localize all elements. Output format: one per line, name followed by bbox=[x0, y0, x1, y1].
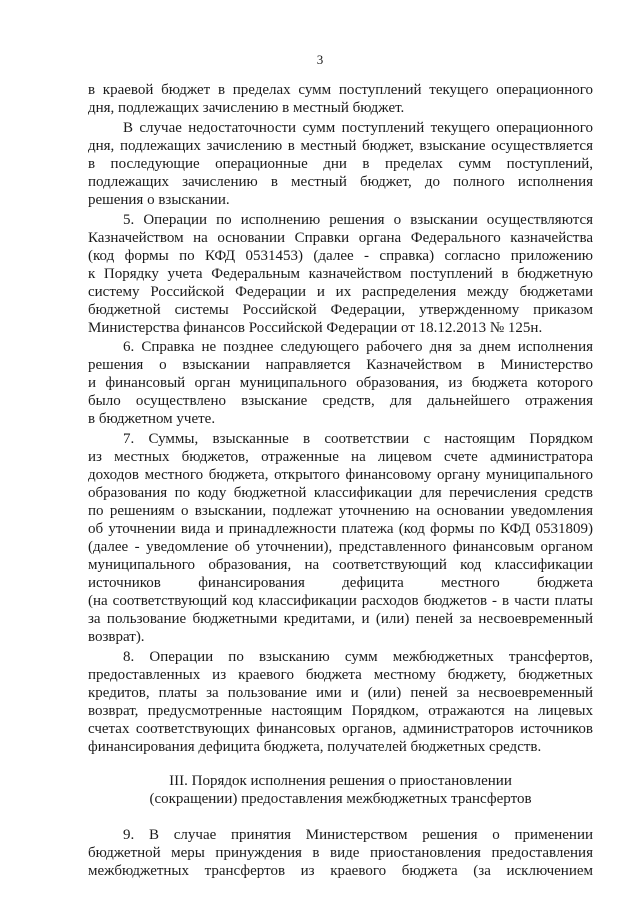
text-line: об уточнении вида и принадлежности платежа (код формы по КФД 0531809) bbox=[88, 521, 593, 537]
text-line: возврат, предусмотренные настоящим Порядком, отражаются на лицевых bbox=[88, 703, 593, 719]
section-heading: III. Порядок исполнения решения о приостановлении bbox=[169, 773, 512, 789]
text-line: источников финансирования дефицита местного бюджета bbox=[88, 575, 593, 591]
text-line: образования по коду бюджетной классификации для перечисления средств bbox=[88, 485, 593, 501]
text-line: Министерства финансов Российской Федерации от 18.12.2013 № 125н. bbox=[88, 320, 543, 336]
text-line: к Порядку учета Федеральным казначейством поступлений в бюджетную bbox=[88, 266, 593, 282]
text-line: счетах соответствующих финансовых органов, администраторов источников bbox=[88, 721, 593, 737]
text-line: доходов местного бюджета, открытого финансовому органу муниципального bbox=[88, 467, 593, 483]
section-heading: (сокращении) предоставления межбюджетных трансфертов bbox=[149, 791, 532, 807]
text-line: (далее - уведомление об уточнении), представленного финансовым органом bbox=[88, 539, 593, 555]
text-line: по решениям о взыскании, подлежат уточнению на основании уведомления bbox=[88, 503, 593, 519]
text-line: и финансовый орган муниципального образования, из бюджета которого bbox=[88, 375, 593, 391]
text-line: было осуществлено взыскание средств, для дальнейшего отражения bbox=[88, 393, 593, 409]
text-line: 6. Справка не позднее следующего рабочего дня за днем исполнения bbox=[123, 339, 593, 355]
text-line: в краевой бюджет в пределах сумм поступлений текущего операционного bbox=[88, 82, 593, 98]
text-line: 9. В случае принятия Министерством решения о применении bbox=[123, 827, 593, 843]
page-number: 3 bbox=[316, 52, 324, 67]
text-line: 5. Операции по исполнению решения о взыскании осуществляются bbox=[123, 212, 593, 228]
text-line: 8. Операции по взысканию сумм межбюджетных трансфертов, bbox=[123, 649, 593, 665]
text-line: финансирования дефицита бюджета, получателей бюджетных средств. bbox=[88, 739, 542, 755]
text-line: предоставленных из краевого бюджета местному бюджету, бюджетных bbox=[88, 667, 593, 683]
text-line: решения о взыскании направляется Казначейством в Министерство bbox=[88, 357, 593, 373]
text-line: решения о взыскании. bbox=[88, 192, 230, 208]
text-line: межбюджетных трансфертов из краевого бюджета (за исключением bbox=[88, 863, 593, 879]
text-line: кредитов, платы за пользование ими и (или) пеней за несвоевременный bbox=[88, 685, 593, 701]
text-line: в бюджетном учете. bbox=[88, 411, 216, 427]
text-line: 7. Суммы, взысканные в соответствии с настоящим Порядком bbox=[123, 431, 593, 447]
text-line: за пользование бюджетными кредитами, и (или) пеней за несвоевременный bbox=[88, 611, 593, 627]
text-line: Казначейством на основании Справки органа Федерального казначейства bbox=[88, 230, 593, 246]
text-line: возврат). bbox=[88, 629, 145, 645]
text-line: (на соответствующий код классификации расходов бюджетов - в части платы bbox=[88, 593, 593, 609]
text-line: бюджетной меры принуждения в виде приостановления предоставления bbox=[88, 845, 593, 861]
text-line: в последующие операционные дни в пределах сумм поступлений, bbox=[88, 156, 593, 172]
text-line: муниципального образования, на соответствующий код классификации bbox=[88, 557, 593, 573]
text-line: бюджетной системы Российской Федерации, утвержденному приказом bbox=[88, 302, 593, 318]
text-line: дня, подлежащих зачислению в местный бюджет. bbox=[88, 100, 405, 116]
text-line: В случае недостаточности сумм поступлений текущего операционного bbox=[123, 120, 593, 136]
text-line: систему Российской Федерации и их распределения между бюджетами bbox=[88, 284, 593, 300]
text-line: дня, подлежащих зачислению в местный бюджет, взыскание осуществляется bbox=[88, 138, 593, 154]
text-line: подлежащих зачислению в местный бюджет, до полного исполнения bbox=[88, 174, 593, 190]
text-line: (код формы по КФД 0531453) (далее - справка) согласно приложению bbox=[88, 248, 593, 264]
text-line: из местных бюджетов, отраженные на лицевом счете администратора bbox=[88, 449, 593, 465]
